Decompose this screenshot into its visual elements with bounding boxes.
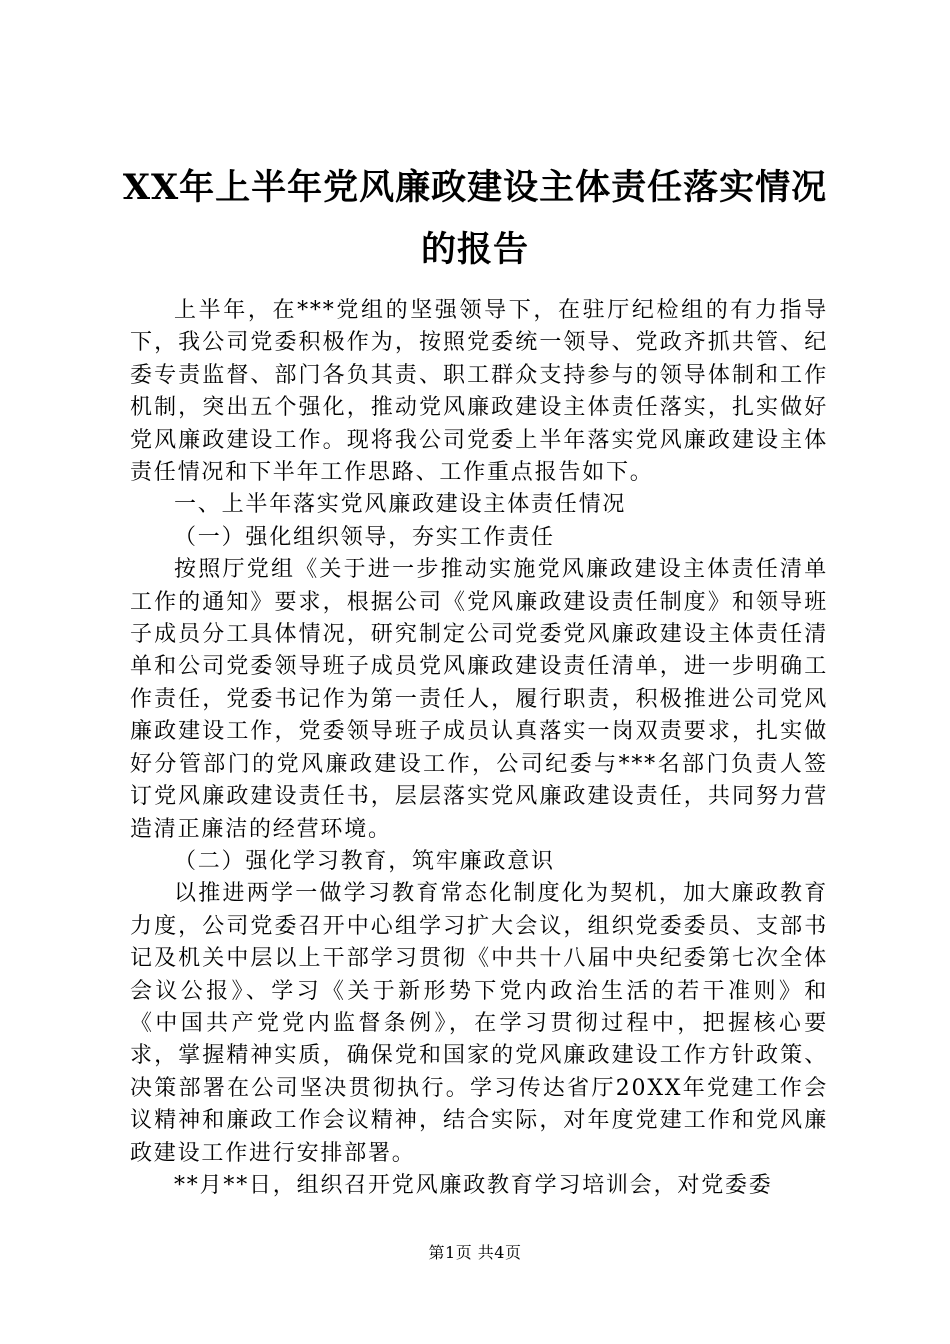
body-paragraph-3: **月**日，组织召开党风廉政教育学习培训会，对党委委 bbox=[174, 1172, 773, 1198]
body-paragraph-1: 按照厅党组《关于进一步推动实施党风廉政建设主体责任清单工作的通知》要求，根据公司《党风廉政建设责任制度》和领导班子成员分工具体情况，研究制定公司党委党风廉政建设主体责任清单和公司党委领导班子成员党风廉政建设责任清单，进一步明确工作责任，党委书记作为第一责任人，履行职责，积极推进公司党风廉政建设工作，党委领导班子成员认真落实一岗双责要求，扎实做好分管部门的党风廉政建设工作，公司纪委与***名部门负责人签订党风廉政建设责任书，层层落实党风廉政建设责任，共同努力营造清正廉洁的经营环境。 bbox=[130, 557, 828, 842]
document-title-line-1: XX年上半年党风廉政建设主体责任落实情况 bbox=[122, 167, 828, 208]
document-body bbox=[130, 295, 828, 1202]
body-paragraph-2: 以推进两学一做学习教育常态化制度化为契机，加大廉政教育力度，公司党委召开中心组学习扩大会议，组织党委委员、支部书记及机关中层以上干部学习贯彻《中共十八届中央纪委第七次全体会议公报》、学习《关于新形势下党内政治生活的若干准则》和《中国共产党党内监督条例》，在学习贯彻过程中，把握核心要求，掌握精神实质，确保党和国家的党风廉政建设工作方针政策、决策部署在公司坚决贯彻执行。学习传达省厅20XX年党建工作会议精神和廉政工作会议精神，结合实际，对年度党建工作和党风廉政建设工作进行安排部署。 bbox=[130, 881, 828, 1166]
subsection-heading-1: （一）强化组织领导，夯实工作责任 bbox=[174, 524, 555, 550]
intro-paragraph: 上半年，在***党组的坚强领导下，在驻厅纪检组的有力指导下，我公司党委积极作为，按照党委统一领导、党政齐抓共管、纪委专责监督、部门各负其责、职工群众支持参与的领导体制和工作机制，突出五个强化，推动党风廉政建设主体责任落实，扎实做好党风廉政建设工作。现将我公司党委上半年落实党风廉政建设主体责任情况和下半年工作思路、工作重点报告如下。 bbox=[130, 298, 828, 486]
page-footer: 第1页 共4页 bbox=[428, 1243, 522, 1262]
document-title-line-2: 的报告 bbox=[420, 229, 529, 270]
section-heading-1: 一、上半年落实党风廉政建设主体责任情况 bbox=[174, 492, 627, 518]
subsection-heading-2: （二）强化学习教育，筑牢廉政意识 bbox=[174, 848, 555, 874]
